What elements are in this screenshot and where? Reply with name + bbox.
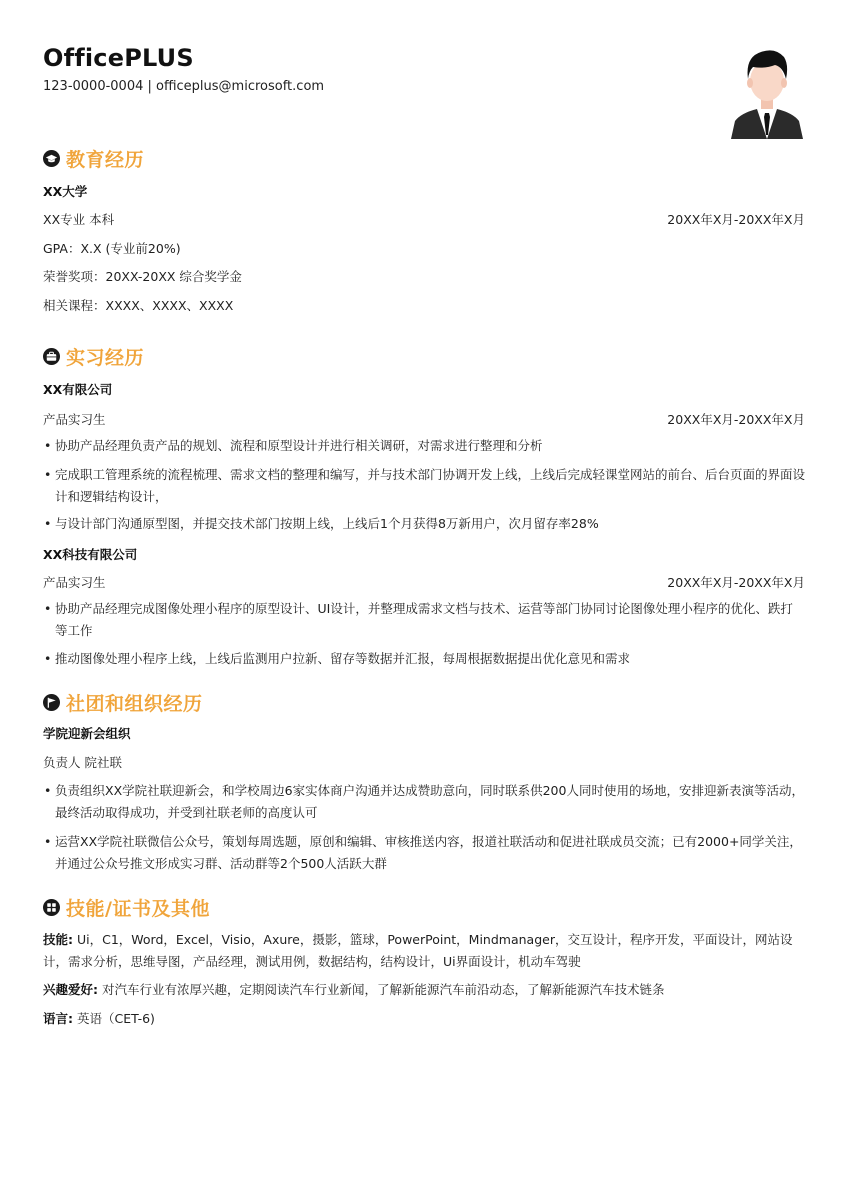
- language-label: 语言:: [43, 1011, 73, 1026]
- skills-title: 技能/证书及其他: [66, 897, 210, 920]
- grid-icon: [43, 899, 60, 916]
- gpa: GPA：X.X (专业前20%): [43, 241, 181, 256]
- club-title: 社团和组织经历: [66, 692, 203, 715]
- avatar: [729, 43, 805, 139]
- list-item: • 推动图像处理小程序上线，上线后监测用户拉新、留存等数据并汇报，每周根据数据提出优化意见和需求: [44, 651, 631, 666]
- skills-heading: [43, 894, 805, 920]
- company-name: XX有限公司: [43, 382, 113, 397]
- skills-text: Ui，C1，Word，Excel，Visio，Axure，摄影，篮球，PowerPoint，Mindmanager，交互设计，程序开发，平面设计，网站设计，需求分析，思维导图，产品经理，测试用例，数据结构，结构设计，Ui界面设计，机动车驾驶: [43, 932, 793, 969]
- education-heading: [43, 145, 805, 171]
- hobby-line: [43, 979, 805, 1001]
- education-date: 20XX年X月-20XX年X月: [667, 212, 805, 227]
- candidate-name: OfficePLUS: [43, 44, 194, 72]
- list-item: • 协助产品经理完成图像处理小程序的原型设计、UI设计，并整理成需求文档与技术、运营等部门协同讨论图像处理小程序的优化、跌打等工作: [44, 601, 793, 638]
- courses: 相关课程：XXXX、XXXX、XXXX: [43, 298, 234, 313]
- skills-line: [43, 929, 805, 973]
- list-item: • 完成职工管理系统的流程梳理、需求文档的整理和编写，并与技术部门协调开发上线，上线后完成轻课堂网站的前台、后台页面的界面设计和逻辑结构设计，: [44, 467, 806, 504]
- skills-section: [43, 894, 805, 1044]
- graduation-cap-icon: [43, 150, 60, 167]
- job-role: 产品实习生: [43, 412, 106, 427]
- briefcase-icon: [43, 348, 60, 365]
- honor: 荣誉奖项：20XX-20XX 综合奖学金: [43, 269, 242, 284]
- job-date: 20XX年X月-20XX年X月: [667, 412, 805, 427]
- school-name: XX大学: [43, 184, 88, 199]
- job-date: 20XX年X月-20XX年X月: [667, 575, 805, 590]
- list-item: • 负责组织XX学院社联迎新会，和学校周边6家实体商户沟通并达成赞助意向，同时联系供200人同时使用的场地，安排迎新表演等活动，最终活动取得成功，并受到社联老师的高度认可: [44, 783, 804, 820]
- hobby-label: 兴趣爱好:: [43, 982, 98, 997]
- education-section: [43, 145, 805, 315]
- list-item: • 协助产品经理负责产品的规划、流程和原型设计并进行相关调研，对需求进行整理和分析: [44, 438, 543, 453]
- org-name: 学院迎新会组织: [43, 726, 131, 741]
- internship-heading: [43, 343, 805, 369]
- list-item: • 与设计部门沟通原型图，并提交技术部门按期上线，上线后1个月获得8万新用户，次月留存率28%: [44, 516, 599, 531]
- org-role: 负责人 院社联: [43, 755, 122, 770]
- list-item: • 运营XX学院社联微信公众号，策划每周选题，原创和编辑、审核推送内容，报道社联活动和促进社联成员交流；已有2000+同学关注，并通过公众号推文形成实习群、活动群等2个500人活跃大群: [44, 834, 802, 871]
- hobby-text: 对汽车行业有浓厚兴趣，定期阅读汽车行业新闻，了解新能源汽车前沿动态，了解新能源汽车技术链条: [98, 982, 665, 997]
- internship-section: [43, 343, 805, 673]
- job-role: 产品实习生: [43, 575, 106, 590]
- contact-info: 123-0000-0004 | officeplus@microsoft.com: [43, 79, 325, 94]
- company-name: XX科技有限公司: [43, 547, 138, 562]
- education-title: 教育经历: [66, 148, 145, 171]
- language-text: 英语（CET-6): [73, 1011, 155, 1026]
- major: XX专业 本科: [43, 212, 115, 227]
- skills-label: 技能:: [43, 932, 73, 947]
- club-section: [43, 689, 805, 879]
- internship-title: 实习经历: [66, 346, 145, 369]
- club-heading: [43, 689, 805, 715]
- flag-icon: [43, 694, 60, 711]
- language-line: [43, 1008, 805, 1030]
